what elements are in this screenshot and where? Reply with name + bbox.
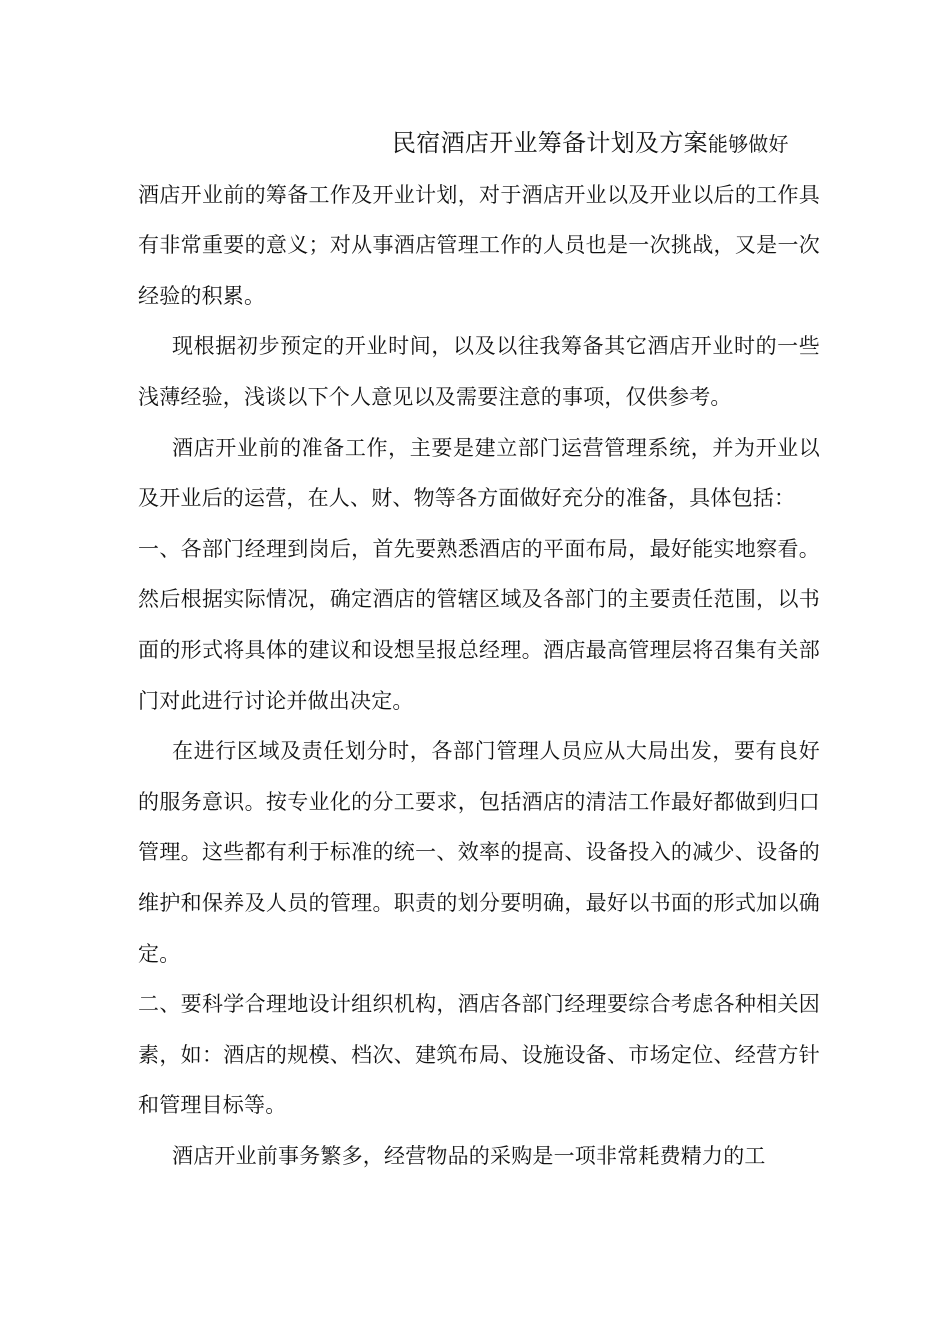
document-title: 民宿酒店开业筹备计划及方案 bbox=[392, 129, 708, 157]
document-body bbox=[138, 118, 820, 1181]
title-continuation: 能够做好 bbox=[707, 132, 789, 156]
paragraph-section-one: 一、各部门经理到岗后，首先要熟悉酒店的平面布局，最好能实地察看。然后根据实际情况，确定酒店的管辖区域及各部门的主要责任范围，以书面的形式将具体的建议和设想呈报总经理。酒店最高管理层将召集有关部门对此进行讨论并做出决定。 bbox=[138, 536, 820, 713]
paragraph-responsibility: 在进行区域及责任划分时，各部门管理人员应从大局出发，要有良好的服务意识。按专业化的分工要求，包括酒店的清洁工作最好都做到归口管理。这些都有利于标准的统一、效率的提高、设备投入的减少、设备的维护和保养及人员的管理。职责的划分要明确，最好以书面的形式加以确定。 bbox=[138, 739, 820, 966]
paragraph-procurement: 酒店开业前事务繁多，经营物品的采购是一项非常耗费精力的工 bbox=[172, 1143, 766, 1168]
paragraph-section-two: 二、要科学合理地设计组织机构，酒店各部门经理要综合考虑各种相关因素，如：酒店的规模、档次、建筑布局、设施设备、市场定位、经营方针和管理目标等。 bbox=[138, 992, 820, 1118]
paragraph-intro-continued: 酒店开业前的筹备工作及开业计划，对于酒店开业以及开业以后的工作具有非常重要的意义；对从事酒店管理工作的人员也是一次挑战，又是一次经验的积累。 bbox=[138, 182, 820, 308]
title-line bbox=[138, 118, 820, 170]
paragraph-preparation: 酒店开业前的准备工作，主要是建立部门运营管理系统，并为开业以及开业后的运营，在人、财、物等各方面做好充分的准备，具体包括： bbox=[138, 435, 820, 511]
paragraph-reference: 现根据初步预定的开业时间，以及以往我筹备其它酒店开业时的一些浅薄经验，浅谈以下个人意见以及需要注意的事项，仅供参考。 bbox=[138, 334, 820, 409]
